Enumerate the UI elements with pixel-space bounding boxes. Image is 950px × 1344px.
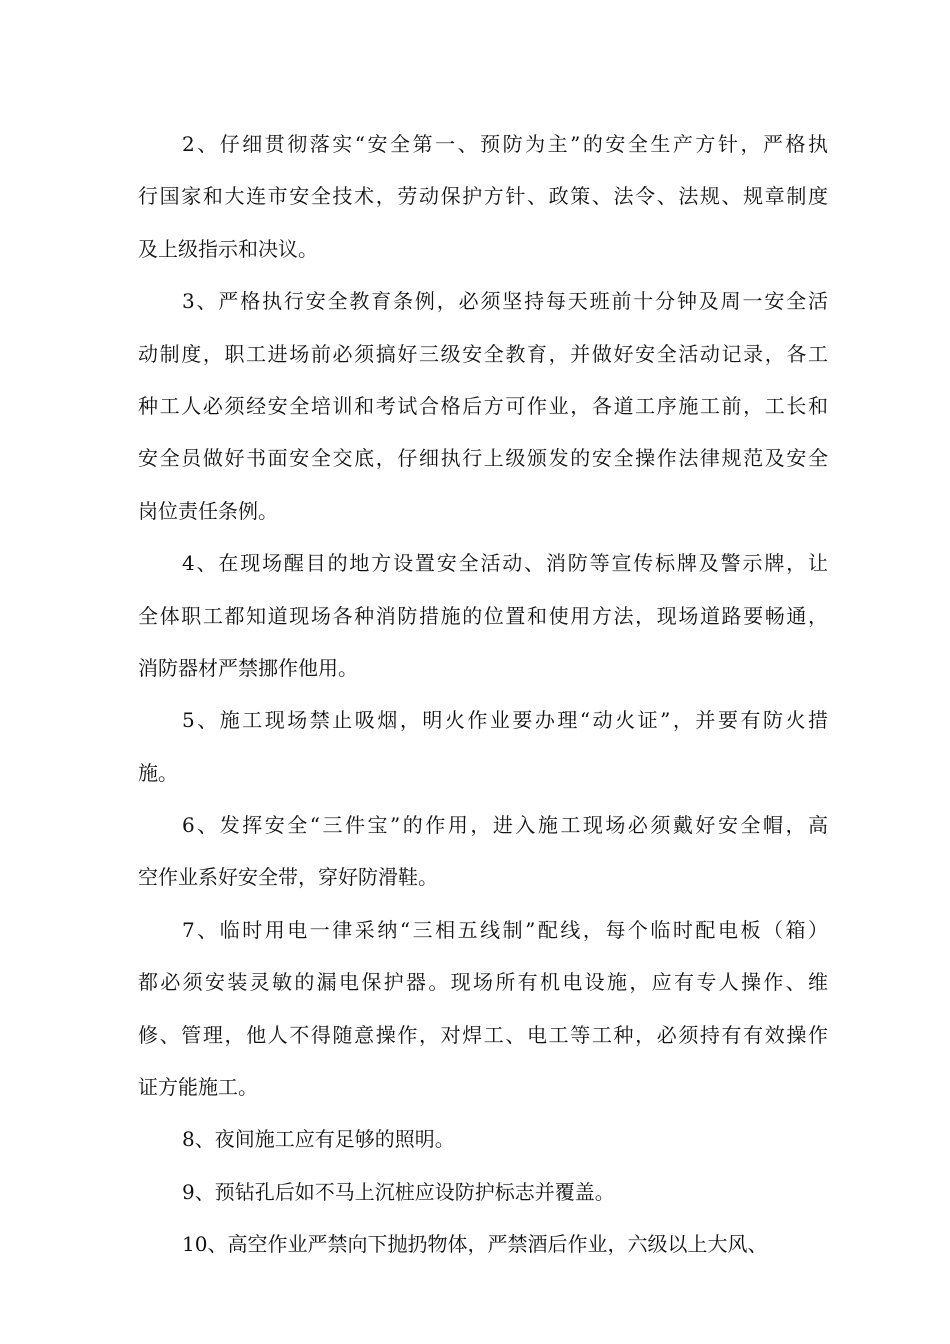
text-line: 岗位责任条例。 [138, 498, 278, 523]
text-line: 证方能施工。 [138, 1075, 258, 1100]
text-line: 10、高空作业严禁向下抛扔物体，严禁酒后作业，六级以上大风、 [182, 1232, 768, 1257]
text-line: 4、在现场醒目的地方设置安全活动、消防等宣传标牌及警示牌，让 [182, 551, 828, 576]
text-line: 5、施工现场禁止吸烟，明火作业要办理“动火证”，并要有防火措 [182, 708, 828, 733]
text-line: 种工人必须经安全培训和考试合格后方可作业，各道工序施工前，工长和 [138, 393, 828, 418]
text-line: 6、发挥安全“三件宝”的作用，进入施工现场必须戴好安全帽，高 [182, 813, 828, 838]
text-line: 全体职工都知道现场各种消防措施的位置和使用方法，现场道路要畅通， [138, 603, 828, 628]
paragraph-5 [138, 694, 828, 799]
text-line: 9、预钻孔后如不马上沉桩应设防护标志并覆盖。 [182, 1179, 615, 1204]
text-line: 动制度，职工进场前必须搞好三级安全教育，并做好安全活动记录，各工 [138, 341, 828, 366]
text-line: 8、夜间施工应有足够的照明。 [182, 1127, 455, 1152]
paragraph-8 [138, 1113, 828, 1165]
document-body [138, 118, 828, 1271]
text-line: 2、仔细贯彻落实“安全第一、预防为主”的安全生产方针，严格执 [182, 132, 828, 156]
text-line: 都必须安装灵敏的漏电保护器。现场所有机电设施，应有专人操作、维 [138, 970, 828, 995]
paragraph-10 [138, 1218, 828, 1270]
paragraph-4 [138, 537, 828, 694]
text-line: 安全员做好书面安全交底，仔细执行上级颁发的安全操作法律规范及安全 [138, 446, 828, 471]
text-line: 空作业系好安全带，穿好防滑鞋。 [138, 865, 438, 890]
text-line: 施。 [138, 760, 178, 785]
text-line: 消防器材严禁挪作他用。 [138, 655, 358, 680]
text-line: 修、管理，他人不得随意操作，对焊工、电工等工种，必须持有有效操作 [138, 1022, 828, 1047]
text-line: 及上级指示和决议。 [138, 236, 318, 261]
paragraph-3 [138, 275, 828, 537]
text-line: 7、临时用电一律采纳“三相五线制”配线，每个临时配电板（箱） [182, 917, 828, 942]
paragraph-9 [138, 1166, 828, 1218]
paragraph-7 [138, 904, 828, 1114]
text-line: 3、严格执行安全教育条例，必须坚持每天班前十分钟及周一安全活 [182, 289, 828, 314]
paragraph-6 [138, 799, 828, 904]
paragraph-2 [138, 118, 828, 275]
text-line: 行国家和大连市安全技术，劳动保护方针、政策、法令、法规、规章制度 [138, 184, 828, 209]
